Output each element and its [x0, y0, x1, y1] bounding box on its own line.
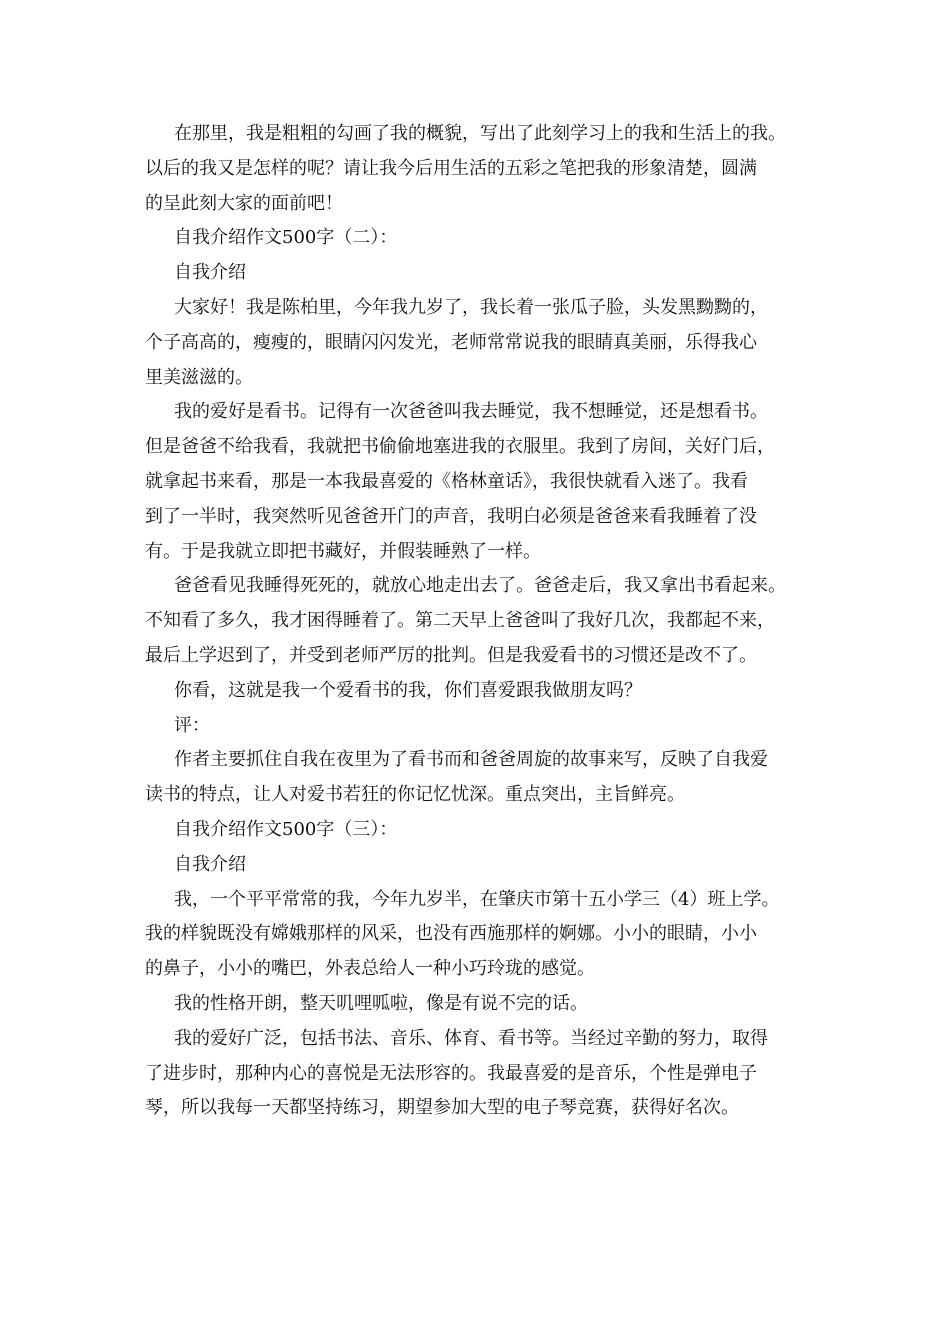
text-line: 就拿起书来看，那是一本我最喜爱的《格林童话》，我很快就看入迷了。我看: [145, 470, 748, 492]
document-body: [145, 117, 815, 1126]
text-line: 我的爱好是看书。记得有一次爸爸叫我去睡觉，我不想睡觉，还是想看书。: [174, 401, 768, 423]
text-line: 你看，这就是我一个爱看书的我，你们喜爱跟我做朋友吗？: [174, 679, 642, 701]
text-line: 我的样貌既没有嫦娥那样的风采，也没有西施那样的婀娜。小小的眼睛，小小: [145, 923, 757, 945]
essay-title: 自我介绍: [174, 853, 246, 875]
text-line: 大家好！我是陈柏里，今年我九岁了，我长着一张瓜子脸，头发黑黝黝的，: [174, 296, 768, 318]
text-line: 但是爸爸不给我看，我就把书偷偷地塞进我的衣服里。我到了房间，关好门后，: [145, 436, 775, 458]
text-line: 以后的我又是怎样的呢？请让我今后用生活的五彩之笔把我的形象清楚，圆满: [145, 157, 757, 179]
text-line: 的鼻子，小小的嘴巴，外表总给人一种小巧玲珑的感觉。: [145, 958, 595, 980]
text-line: 我的爱好广泛，包括书法、音乐、体育、看书等。当经过辛勤的努力，取得: [174, 1027, 768, 1049]
section-heading: 自我介绍作文500字（二）：: [174, 227, 398, 249]
text-line: 琴，所以我每一天都坚持练习，期望参加大型的电子琴竞赛，获得好名次。: [145, 1097, 739, 1119]
text-line: 里美滋滋的。: [145, 366, 253, 388]
text-line: 到了一半时，我突然听见爸爸开门的声音，我明白必须是爸爸来看我睡着了没: [145, 505, 757, 527]
text-line: 读书的特点，让人对爱书若狂的你记忆忧深。重点突出，主旨鲜亮。: [145, 784, 685, 806]
text-line: 了进步时，那种内心的喜悦是无法形容的。我最喜爱的是音乐，个性是弹电子: [145, 1062, 757, 1084]
text-line: 有。于是我就立即把书藏好，并假装睡熟了一样。: [145, 540, 541, 562]
section-heading: 自我介绍作文500字（三）：: [174, 818, 398, 840]
text-line: 不知看了多久，我才困得睡着了。第二天早上爸爸叫了我好几次，我都起不来，: [145, 610, 775, 632]
text-line: 我的性格开朗，整天叽哩呱啦，像是有说不完的话。: [174, 992, 588, 1014]
text-line: 最后上学迟到了，并受到老师严厉的批判。但是我爱看书的习惯还是改不了。: [145, 644, 757, 666]
text-line: 的呈此刻大家的面前吧！: [145, 192, 343, 214]
essay-title: 自我介绍: [174, 262, 246, 284]
text-line: 作者主要抓住自我在夜里为了看书而和爸爸周旋的故事来写，反映了自我爱: [174, 749, 768, 771]
text-line: 爸爸看见我睡得死死的，就放心地走出去了。爸爸走后，我又拿出书看起来。: [174, 575, 786, 597]
text-line: 我，一个平平常常的我，今年九岁半，在肇庆市第十五小学三（4）班上学。: [174, 888, 780, 910]
text-line: 在那里，我是粗粗的勾画了我的概貌，写出了此刻学习上的我和生活上的我。: [174, 123, 786, 144]
text-line: 个子高高的，瘦瘦的，眼睛闪闪发光，老师常常说我的眼睛真美丽，乐得我心: [145, 331, 757, 353]
comment-label: 评：: [174, 714, 210, 736]
